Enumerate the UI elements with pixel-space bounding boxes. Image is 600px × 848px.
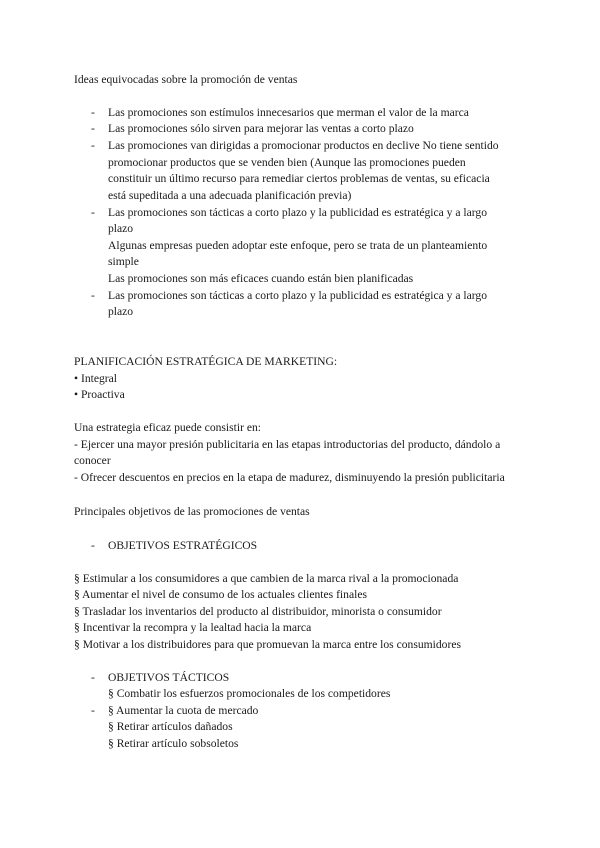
list-bullet: -: [91, 671, 95, 684]
list-item: • Proactiva: [74, 388, 125, 401]
list-item: § Trasladar los inventarios del producto al distribuidor, minorista o consumidor: [74, 605, 442, 618]
list-item-continuation: simple: [108, 255, 139, 268]
section-heading-planificacion: PLANIFICACIÓN ESTRATÉGICA DE MARKETING:: [74, 355, 338, 368]
list-item-continuation: plazo: [108, 305, 134, 318]
list-item: § Retirar artículo sobsoletos: [108, 737, 239, 750]
list-item: § Aumentar el nivel de consumo de los actuales clientes finales: [74, 588, 367, 601]
paragraph-line: - Ofrecer descuentos en precios en la etapa de madurez, disminuyendo la presión publicitaria: [74, 471, 505, 484]
list-item-continuation: está supeditada a una adecuada planificación previa): [108, 189, 352, 202]
list-item: Las promociones sólo sirven para mejorar las ventas a corto plazo: [108, 122, 414, 135]
list-bullet: -: [91, 106, 95, 119]
list-bullet: -: [91, 206, 95, 219]
paragraph-line: - Ejercer una mayor presión publicitaria en las etapas introductorias del producto, dándolo a: [74, 438, 501, 451]
list-item: § Combatir los esfuerzos promocionales de los competidores: [108, 687, 391, 700]
list-bullet: -: [91, 139, 95, 152]
subsection-heading-estrategicos: OBJETIVOS ESTRATÉGICOS: [108, 539, 258, 552]
list-bullet: -: [91, 539, 95, 552]
list-item: Las promociones son estímulos innecesarios que merman el valor de la marca: [108, 106, 469, 119]
list-item: Las promociones son tácticas a corto plazo y la publicidad es estratégica y a largo: [108, 289, 488, 302]
list-item: § Incentivar la recompra y la lealtad hacia la marca: [74, 621, 312, 634]
list-bullet: -: [91, 704, 95, 717]
list-item-continuation: Algunas empresas pueden adoptar este enfoque, pero se trata de un planteamiento: [108, 239, 488, 252]
list-item: Las promociones son tácticas a corto plazo y la publicidad es estratégica y a largo: [108, 206, 488, 219]
list-item: § Motivar a los distribuidores para que promuevan la marca entre los consumidores: [74, 638, 461, 651]
list-bullet: -: [91, 289, 95, 302]
list-item-continuation: plazo: [108, 222, 134, 235]
list-item: § Estimular a los consumidores a que cambien de la marca rival a la promocionada: [74, 572, 459, 585]
section-heading-objetivos: Principales objetivos de las promociones de ventas: [74, 505, 310, 518]
list-item: § Aumentar la cuota de mercado: [108, 704, 259, 717]
section-heading-ideas: Ideas equivocadas sobre la promoción de ventas: [74, 73, 298, 86]
subsection-heading-tacticos: OBJETIVOS TÁCTICOS: [108, 671, 230, 684]
list-item: • Integral: [74, 372, 118, 385]
list-item-continuation: promocionar productos que se venden bien (Aunque las promociones pueden: [108, 156, 466, 169]
list-item: § Retirar artículos dañados: [108, 720, 233, 733]
list-item-continuation: Las promociones son más eficaces cuando están bien planificadas: [108, 272, 414, 285]
list-item-continuation: constituir un último recurso para remediar ciertos problemas de ventas, su eficacia: [108, 172, 490, 185]
paragraph-intro: Una estrategia eficaz puede consistir en:: [74, 421, 262, 434]
paragraph-line: conocer: [74, 454, 111, 467]
list-bullet: -: [91, 122, 95, 135]
list-item: Las promociones van dirigidas a promocionar productos en declive No tiene sentido: [108, 139, 499, 152]
